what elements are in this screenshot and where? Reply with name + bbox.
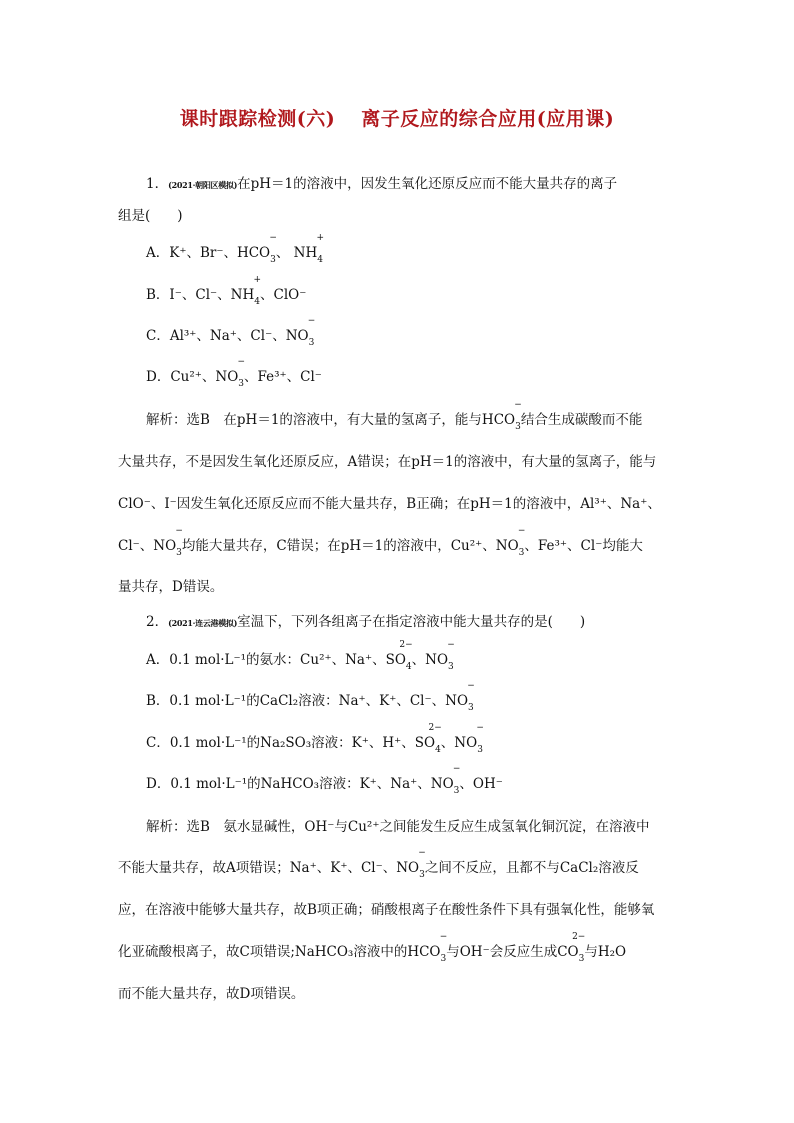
q2-analysis-line5: 而不能大量共存，故D项错误。 [118, 986, 305, 1002]
q2-analysis-line3: 应，在溶液中能够大量共存，故B项正确；硝酸根离子在酸性条件下具有强氧化性，能够氧 [118, 902, 655, 918]
q1-analysis-line5: 量共存，D错误。 [118, 579, 224, 595]
q1-option-b: B．I⁻、Cl⁻、$NH_4$ + 、ClO⁻ [146, 275, 307, 307]
q2-analysis-line4: 化亚硫酸根离子，故C项错误;NaHCO₃溶液中的$HCO_3$ − 与OH⁻会反应生成$CO_3$ 2− 与H₂O [118, 932, 627, 964]
q2-option-a: A．0.1 mol·L⁻¹的氨水：Cu²⁺、Na⁺、$SO_4$ 2− 、$NO_3$ − [146, 640, 455, 672]
title-sub: 离子反应的综合应用(应用课) [361, 108, 615, 130]
q2-option-c: C．0.1 mol·L⁻¹的Na₂SO₃溶液：K⁺、H⁺、$SO_4$ 2− 、$NO_3$ − [146, 723, 484, 755]
q2-option-b: B．0.1 mol·L⁻¹的CaCl₂溶液：Na⁺、K⁺、Cl⁻、$NO_3$ − [146, 681, 475, 713]
q1-analysis-line1: 解析：选B 在pH＝1的溶液中，有大量的氢离子，能与$HCO_3$ − 结合生成碳酸而不能 [146, 400, 643, 432]
q1-option-c: C．Al³⁺、Na⁺、Cl⁻、$NO_3$ − [146, 316, 316, 348]
q2-analysis-line1: 解析：选B 氨水显碱性，OH⁻与Cu²⁺之间能发生反应生成氢氧化铜沉淀，在溶液中 [146, 819, 650, 835]
q1-analysis-line4: Cl⁻、$NO_3$ − 均能大量共存，C错误；在pH＝1的溶液中，Cu²⁺、$NO_3$ − 、Fe³⁺、Cl⁻均能大 [118, 526, 643, 558]
q2-option-d: D．0.1 mol·L⁻¹的NaHCO₃溶液：K⁺、Na⁺、$NO_3$ − 、OH⁻ [146, 764, 503, 796]
q1-option-d: D．Cu²⁺、$NO_3$ − 、Fe³⁺、Cl⁻ [146, 357, 322, 389]
q2-stem: 2．(2021·连云港模拟)室温下，下列各组离子在指定溶液中能大量共存的是( ) [146, 614, 586, 630]
q1-analysis-line2: 大量共存，不是因发生氧化还原反应，A错误；在pH＝1的溶液中，有大量的氢离子，能与 [118, 454, 657, 470]
q1-source: (2021·朝阳区模拟) [168, 180, 238, 190]
q1-stem-line1: 1．(2021·朝阳区模拟)在pH＝1的溶液中，因发生氧化还原反应而不能大量共存的离子 [146, 176, 618, 192]
page-title [0, 104, 794, 131]
q1-option-a: A．K⁺、Br⁻、$HCO_3$ − 、 $NH_4$ + [146, 233, 324, 265]
q2-analysis-line2: 不能大量共存，故A项错误；Na⁺、K⁺、Cl⁻、$NO_3$ − 之间不反应，且都不与CaCl₂溶液反 [118, 848, 639, 880]
q1-analysis-line3: ClO⁻、I⁻因发生氧化还原反应而不能大量共存，B正确；在pH＝1的溶液中，Al³⁺、Na⁺、 [118, 496, 661, 512]
q1-stem-line2: 组是( ) [118, 208, 183, 224]
q2-source: (2021·连云港模拟) [168, 618, 238, 628]
title-main: 课时跟踪检测(六) [179, 108, 336, 130]
